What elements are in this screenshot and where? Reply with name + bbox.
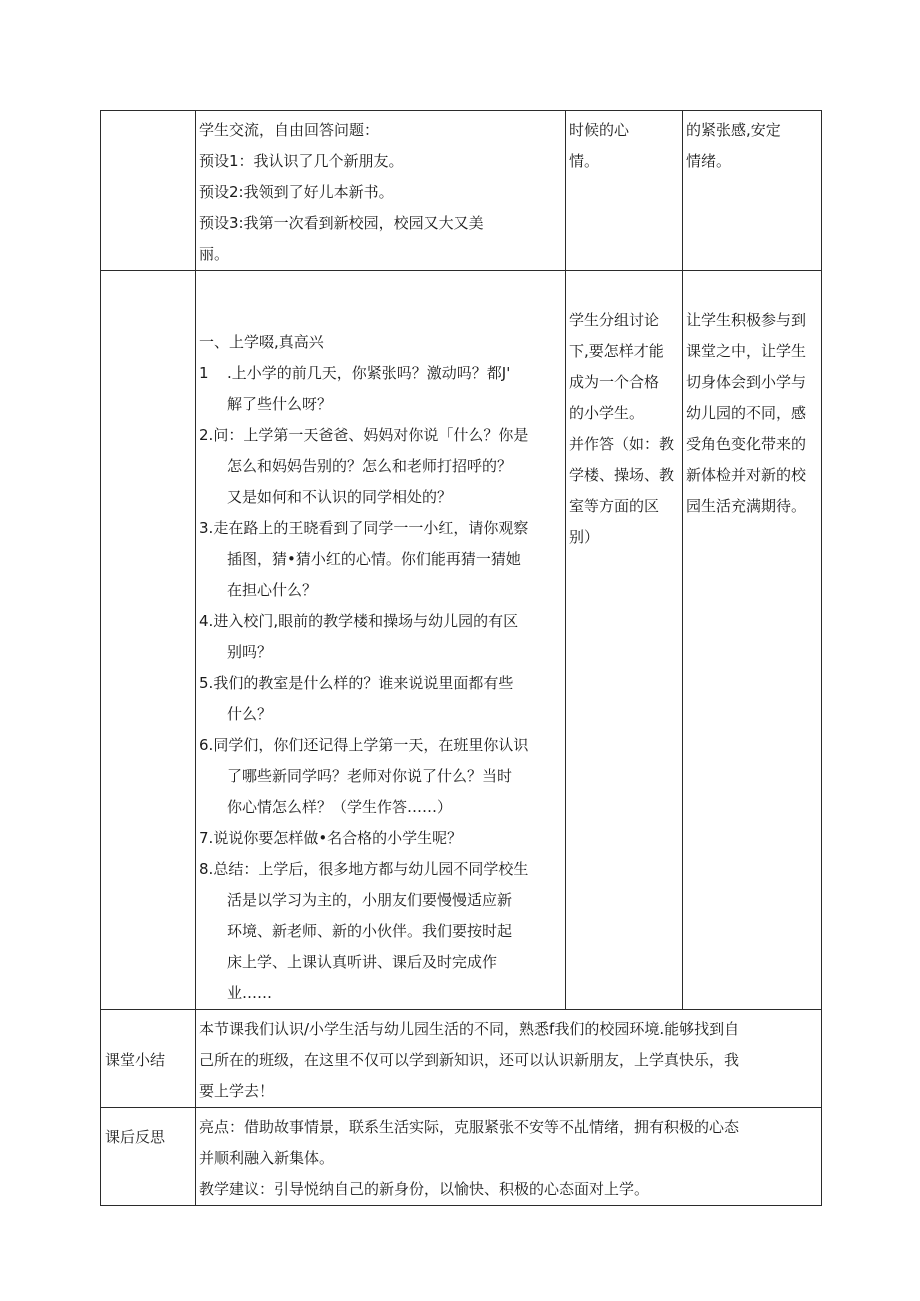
student-activity-line: 别） xyxy=(569,528,600,546)
student-activity-line: 学楼、操场、教 xyxy=(569,466,675,484)
step-line: 我们的教室是什么样的？谁来说说里面都有些 xyxy=(213,674,514,692)
student-activity-line: 学生分组讨论 xyxy=(569,311,660,329)
summary-label: 课堂小结 xyxy=(101,1010,196,1108)
step-item xyxy=(199,854,563,885)
main-label-cell xyxy=(101,271,196,1010)
intro-line: 预设2:我领到了好儿本新书。 xyxy=(199,183,394,201)
reflection-content-cell xyxy=(196,1108,822,1206)
intro-line: 丽。 xyxy=(199,245,230,263)
student-activity-line: 的小学生。 xyxy=(569,404,645,422)
intro-design-intent-cell xyxy=(683,111,822,271)
lesson-plan-table xyxy=(100,110,822,1206)
reflection-line: 教学建议：引导悦纳自己的新身份，以愉快、积极的心态面对上学。 xyxy=(199,1180,650,1198)
step-number: 3. xyxy=(199,519,214,537)
step-line: 什么？ xyxy=(227,705,273,723)
step-number: 6. xyxy=(199,736,214,754)
design-intent-line: 幼儿园的不同，感 xyxy=(686,404,807,422)
design-intent-line: 受角色变化带来的 xyxy=(686,435,807,453)
design-intent-line: 新体检并对新的校 xyxy=(686,466,807,484)
intro-student-activity-cell xyxy=(566,111,683,271)
student-activity-line: 室等方面的区 xyxy=(569,497,660,515)
design-intent-line: 切身体会到小学与 xyxy=(686,373,807,391)
step-line: 解了些什么呀？ xyxy=(227,395,333,413)
summary-row xyxy=(101,1010,822,1108)
design-intent-line: 课堂之中，让学生 xyxy=(686,342,807,360)
step-item xyxy=(199,513,563,544)
step-item xyxy=(199,358,563,420)
step-line: 活是以学习为主的，小朋友们要慢慢适应新 xyxy=(227,891,513,909)
student-activity-line: 时候的心 xyxy=(569,121,630,139)
intro-line: 预设1：我认识了几个新朋友。 xyxy=(199,152,404,170)
intro-line: 预设3:我第一次看到新校园，校园又大又美 xyxy=(199,214,484,232)
step-number: 8. xyxy=(199,860,214,878)
summary-line: 要上学去！ xyxy=(199,1082,275,1100)
intro-label-cell xyxy=(101,111,196,271)
student-activity-line: 并作答（如：教 xyxy=(569,435,675,453)
step-item xyxy=(199,823,563,854)
reflection-line: 并顺利融入新集体。 xyxy=(199,1149,335,1167)
design-intent-line: 让学生积极参与到 xyxy=(686,311,807,329)
step-line: .上小学的前几天，你紧张吗？激动吗？都J' xyxy=(227,364,511,382)
step-line: 进入校门,眼前的教学楼和操场与幼儿园的有区 xyxy=(213,612,519,630)
step-number: 5. xyxy=(199,674,214,692)
step-line: 又是如何和不认识的同学相处的？ xyxy=(227,488,453,506)
reflection-label: 课后反思 xyxy=(101,1108,196,1206)
step-line: 走在路上的王晓看到了同学一一小红，请你观察 xyxy=(213,519,529,537)
step-number: 1 xyxy=(199,364,209,382)
step-item xyxy=(199,420,563,451)
step-line: 插图，猜•猜小红的心情。你们能再猜一猜她 xyxy=(227,550,521,568)
step-line: 在担心什么？ xyxy=(227,581,318,599)
step-line: 同学们，你们还记得上学第一天，在班里你认识 xyxy=(213,736,529,754)
reflection-row xyxy=(101,1108,822,1206)
summary-content-cell xyxy=(196,1010,822,1108)
student-activity-line: 情。 xyxy=(569,152,600,170)
step-item xyxy=(199,730,563,761)
section-title: 一、上学啜,真高兴 xyxy=(199,333,324,351)
step-line: 问：上学第一天爸爸、妈妈对你说「什么？你是 xyxy=(213,426,529,444)
step-item xyxy=(199,606,563,637)
step-number: 4. xyxy=(199,612,214,630)
step-line: 总结：上学后，很多地方都与幼儿园不同学校生 xyxy=(213,860,529,878)
student-activity-line: 成为一个合格 xyxy=(569,373,660,391)
step-line: 你心情怎么样？（学生作答……） xyxy=(227,798,453,816)
main-row xyxy=(101,271,822,1010)
step-line: 了哪些新同学吗？老师对你说了什么？当时 xyxy=(227,767,513,785)
step-line: 别吗？ xyxy=(227,643,273,661)
step-number: 7. xyxy=(199,829,214,847)
step-line: 说说你要怎样做•名合格的小学生呢？ xyxy=(213,829,463,847)
main-content-cell xyxy=(196,271,566,1010)
design-intent-line: 情绪。 xyxy=(686,152,732,170)
reflection-line: 亮点：借助故事情景，联系生活实际，克服紧张不安等不乩情绪，拥有积极的心态 xyxy=(199,1118,740,1136)
summary-line: 己所在的班级，在这里不仅可以学到新知识，还可以认识新朋友，上学真快乐，我 xyxy=(199,1051,740,1069)
main-design-intent-cell xyxy=(683,271,822,1010)
step-line: 环境、新老师、新的小伙伴。我们要按时起 xyxy=(227,922,513,940)
step-number: 2. xyxy=(199,426,214,444)
summary-line: 本节课我们认识/小学生活与幼儿园生活的不同，熟悉f我们的校园环境.能够找到自 xyxy=(199,1020,740,1038)
intro-line: 学生交流，自由回答问题： xyxy=(199,121,380,139)
student-activity-line: 下,要怎样才能 xyxy=(569,342,664,360)
step-line: 床上学、上课认真听讲、课后及时完成作 xyxy=(227,953,498,971)
main-student-activity-cell xyxy=(566,271,683,1010)
intro-content-cell xyxy=(196,111,566,271)
step-line: 业…… xyxy=(227,984,273,1002)
design-intent-line: 的紧张感,安定 xyxy=(686,121,781,139)
design-intent-line: 园生活充满期待。 xyxy=(686,497,807,515)
step-line: 怎么和妈妈告别的？怎么和老师打招呼的？ xyxy=(227,457,513,475)
step-item xyxy=(199,668,563,699)
intro-row xyxy=(101,111,822,271)
